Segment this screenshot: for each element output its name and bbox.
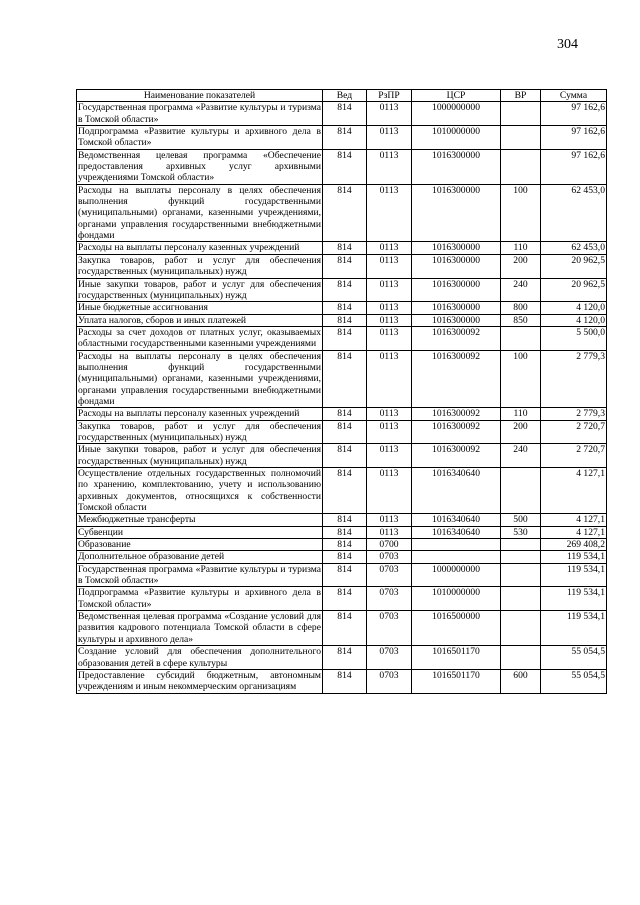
cell-sum: 119 534,1: [541, 551, 607, 563]
cell-rzpr: 0703: [367, 587, 412, 611]
cell-rzpr: 0113: [367, 242, 412, 254]
cell-ved: 814: [323, 126, 367, 150]
cell-vr: 530: [501, 526, 541, 538]
table-row: [77, 444, 607, 468]
cell-sum: 97 162,6: [541, 149, 607, 184]
cell-ved: 814: [323, 278, 367, 302]
cell-rzpr: 0703: [367, 563, 412, 587]
cell-rzpr: 0113: [367, 126, 412, 150]
cell-name: Государственная программа «Развитие культуры и туризма в Томской области»: [78, 102, 321, 125]
cell-csr: 1010000000: [412, 126, 501, 150]
cell-name: Подпрограмма «Развитие культуры и архивного дела в Томской области»: [78, 587, 321, 610]
cell-csr: 1016300092: [412, 420, 501, 444]
cell-rzpr: 0113: [367, 444, 412, 468]
cell-rzpr: 0113: [367, 302, 412, 314]
cell-csr: 1016300000: [412, 242, 501, 254]
table-row: [77, 539, 607, 551]
cell-name: Подпрограмма «Развитие культуры и архивного дела в Томской области»: [78, 126, 321, 149]
header-vr: ВР: [501, 90, 541, 102]
cell-vr: [501, 126, 541, 150]
cell-sum: 2 720,7: [541, 420, 607, 444]
cell-csr: 1016300000: [412, 278, 501, 302]
table-row: [77, 242, 607, 254]
cell-ved: 814: [323, 669, 367, 693]
cell-csr: 1016340640: [412, 468, 501, 514]
cell-name: Иные закупки товаров, работ и услуг для обеспечения государственных (муниципальных) нужд: [78, 278, 321, 301]
table-row: [77, 408, 607, 420]
cell-rzpr: 0113: [367, 408, 412, 420]
cell-rzpr: 0113: [367, 350, 412, 408]
cell-sum: 55 054,5: [541, 669, 607, 693]
table-row: [77, 646, 607, 670]
cell-csr: [412, 539, 501, 551]
cell-vr: 800: [501, 302, 541, 314]
table-row: [77, 149, 607, 184]
cell-vr: [501, 611, 541, 646]
table-row: [77, 314, 607, 326]
cell-ved: 814: [323, 587, 367, 611]
cell-sum: 62 453,0: [541, 242, 607, 254]
cell-sum: 119 534,1: [541, 587, 607, 611]
cell-rzpr: 0703: [367, 551, 412, 563]
cell-sum: 119 534,1: [541, 563, 607, 587]
cell-name: Осуществление отдельных государственных полномочий по хранению, комплектованию, учету и использованию архивных документов, относящихся к собственности Томской области: [78, 468, 321, 514]
cell-csr: 1016300092: [412, 326, 501, 350]
header-sum: Сумма: [541, 90, 607, 102]
cell-sum: 4 127,1: [541, 468, 607, 514]
cell-vr: 240: [501, 444, 541, 468]
cell-rzpr: 0113: [367, 526, 412, 538]
cell-ved: 814: [323, 420, 367, 444]
cell-rzpr: 0703: [367, 646, 412, 670]
cell-vr: [501, 563, 541, 587]
cell-csr: 1016501170: [412, 646, 501, 670]
cell-rzpr: 0113: [367, 468, 412, 514]
cell-ved: 814: [323, 350, 367, 408]
table-row: [77, 587, 607, 611]
cell-rzpr: 0113: [367, 149, 412, 184]
table-row: [77, 526, 607, 538]
cell-csr: 1016300000: [412, 149, 501, 184]
cell-name: Субвенции: [77, 526, 323, 538]
cell-vr: [501, 149, 541, 184]
cell-csr: 1016300000: [412, 302, 501, 314]
cell-vr: 100: [501, 184, 541, 242]
cell-ved: 814: [323, 102, 367, 126]
cell-name: Образование: [77, 539, 323, 551]
cell-ved: 814: [323, 184, 367, 242]
cell-sum: 2 720,7: [541, 444, 607, 468]
cell-ved: 814: [323, 526, 367, 538]
table-row: [77, 278, 607, 302]
table-row: [77, 514, 607, 526]
cell-rzpr: 0113: [367, 184, 412, 242]
cell-vr: 100: [501, 350, 541, 408]
cell-name: Расходы на выплаты персоналу казенных учреждений: [77, 242, 323, 254]
cell-sum: 2 779,3: [541, 350, 607, 408]
cell-ved: 814: [323, 254, 367, 278]
header-ved: Вед: [323, 90, 367, 102]
cell-name: Ведомственная целевая программа «Обеспечение предоставления архивных услуг архивными учреждениями Томской области»: [78, 149, 321, 184]
cell-vr: [501, 326, 541, 350]
cell-vr: 500: [501, 514, 541, 526]
cell-name: Межбюджетные трансферты: [77, 514, 323, 526]
cell-csr: 1016300092: [412, 350, 501, 408]
cell-csr: 1016501170: [412, 669, 501, 693]
cell-name: Расходы за счет доходов от платных услуг, оказываемых областными государственными казенными учреждениями: [78, 326, 321, 350]
cell-csr: 1000000000: [412, 563, 501, 587]
header-csr: ЦСР: [412, 90, 501, 102]
cell-csr: 1000000000: [412, 102, 501, 126]
cell-rzpr: 0113: [367, 314, 412, 326]
cell-name: Расходы на выплаты персоналу в целях обеспечения выполнения функций государственными (муниципальными) органами, казенными учреждениями, органами управления государственными внебюджетными фондами: [78, 184, 321, 242]
cell-ved: 814: [323, 611, 367, 646]
cell-sum: 97 162,6: [541, 102, 607, 126]
cell-csr: 1016340640: [412, 526, 501, 538]
cell-vr: 200: [501, 420, 541, 444]
header-rzpr: РзПР: [367, 90, 412, 102]
cell-ved: 814: [323, 514, 367, 526]
cell-sum: 55 054,5: [541, 646, 607, 670]
cell-name: Расходы на выплаты персоналу казенных учреждений: [77, 408, 323, 420]
table-row: [77, 420, 607, 444]
cell-ved: 814: [323, 326, 367, 350]
cell-name: Иные бюджетные ассигнования: [77, 302, 323, 314]
cell-ved: 814: [323, 468, 367, 514]
cell-sum: 4 120,0: [541, 314, 607, 326]
cell-vr: 110: [501, 242, 541, 254]
cell-vr: [501, 551, 541, 563]
table-row: [77, 669, 607, 693]
cell-rzpr: 0113: [367, 420, 412, 444]
cell-vr: [501, 468, 541, 514]
cell-name: Закупка товаров, работ и услуг для обеспечения государственных (муниципальных) нужд: [78, 254, 321, 278]
cell-name: Дополнительное образование детей: [77, 551, 323, 563]
cell-sum: 269 408,2: [541, 539, 607, 551]
cell-name: Создание условий для обеспечения дополнительного образования детей в сфере культуры: [78, 646, 321, 669]
cell-sum: 20 962,5: [541, 254, 607, 278]
table-row: [77, 126, 607, 150]
cell-name: Ведомственная целевая программа «Создание условий для развития кадрового потенциала Томской области в сфере культуры и архивного дела»: [78, 611, 321, 645]
table-row: [77, 302, 607, 314]
cell-vr: 110: [501, 408, 541, 420]
cell-vr: 850: [501, 314, 541, 326]
cell-ved: 814: [323, 302, 367, 314]
cell-rzpr: 0700: [367, 539, 412, 551]
cell-name: Закупка товаров, работ и услуг для обеспечения государственных (муниципальных) нужд: [78, 420, 321, 443]
cell-rzpr: 0113: [367, 254, 412, 278]
cell-ved: 814: [323, 539, 367, 551]
cell-ved: 814: [323, 408, 367, 420]
cell-ved: 814: [323, 444, 367, 468]
cell-name: Расходы на выплаты персоналу в целях обеспечения выполнения функций государственными (муниципальными) органами, казенными учреждениями, органами управления государственными внебюджетными фондами: [78, 350, 321, 407]
cell-ved: 814: [323, 149, 367, 184]
cell-sum: 4 120,0: [541, 302, 607, 314]
cell-csr: 1016300000: [412, 254, 501, 278]
table-row: [77, 254, 607, 278]
cell-ved: 814: [323, 242, 367, 254]
cell-name: Иные закупки товаров, работ и услуг для обеспечения государственных (муниципальных) нужд: [78, 444, 321, 467]
header-name: Наименование показателей: [77, 90, 323, 102]
cell-rzpr: 0703: [367, 611, 412, 646]
cell-ved: 814: [323, 646, 367, 670]
budget-table: [76, 89, 607, 694]
cell-vr: 240: [501, 278, 541, 302]
cell-csr: 1016300000: [412, 184, 501, 242]
cell-csr: [412, 551, 501, 563]
cell-vr: 200: [501, 254, 541, 278]
cell-csr: 1016300092: [412, 408, 501, 420]
cell-vr: [501, 587, 541, 611]
table-row: [77, 350, 607, 408]
cell-name: Предоставление субсидий бюджетным, автономным учреждениям и иным некоммерческим организациям: [78, 669, 321, 693]
table-row: [77, 468, 607, 514]
cell-name: Уплата налогов, сборов и иных платежей: [77, 314, 323, 326]
cell-sum: 4 127,1: [541, 526, 607, 538]
cell-sum: 5 500,0: [541, 326, 607, 350]
table-row: [77, 563, 607, 587]
cell-ved: 814: [323, 563, 367, 587]
cell-sum: 20 962,5: [541, 278, 607, 302]
cell-vr: [501, 102, 541, 126]
cell-vr: [501, 646, 541, 670]
cell-csr: 1010000000: [412, 587, 501, 611]
table-body: [77, 102, 607, 693]
table-row: [77, 184, 607, 242]
cell-vr: [501, 539, 541, 551]
cell-name: Государственная программа «Развитие культуры и туризма в Томской области»: [78, 563, 321, 587]
cell-ved: 814: [323, 551, 367, 563]
cell-csr: 1016340640: [412, 514, 501, 526]
cell-rzpr: 0113: [367, 278, 412, 302]
cell-rzpr: 0113: [367, 102, 412, 126]
cell-csr: 1016300000: [412, 314, 501, 326]
cell-csr: 1016300092: [412, 444, 501, 468]
table-row: [77, 326, 607, 350]
cell-rzpr: 0113: [367, 514, 412, 526]
cell-sum: 2 779,3: [541, 408, 607, 420]
cell-sum: 97 162,6: [541, 126, 607, 150]
cell-vr: 600: [501, 669, 541, 693]
table-row: [77, 551, 607, 563]
cell-ved: 814: [323, 314, 367, 326]
table-row: [77, 102, 607, 126]
table-header-row: [77, 90, 607, 102]
table-row: [77, 611, 607, 646]
cell-rzpr: 0113: [367, 326, 412, 350]
cell-sum: 62 453,0: [541, 184, 607, 242]
cell-rzpr: 0703: [367, 669, 412, 693]
cell-csr: 1016500000: [412, 611, 501, 646]
page-number: 304: [557, 37, 578, 52]
cell-sum: 119 534,1: [541, 611, 607, 646]
cell-sum: 4 127,1: [541, 514, 607, 526]
